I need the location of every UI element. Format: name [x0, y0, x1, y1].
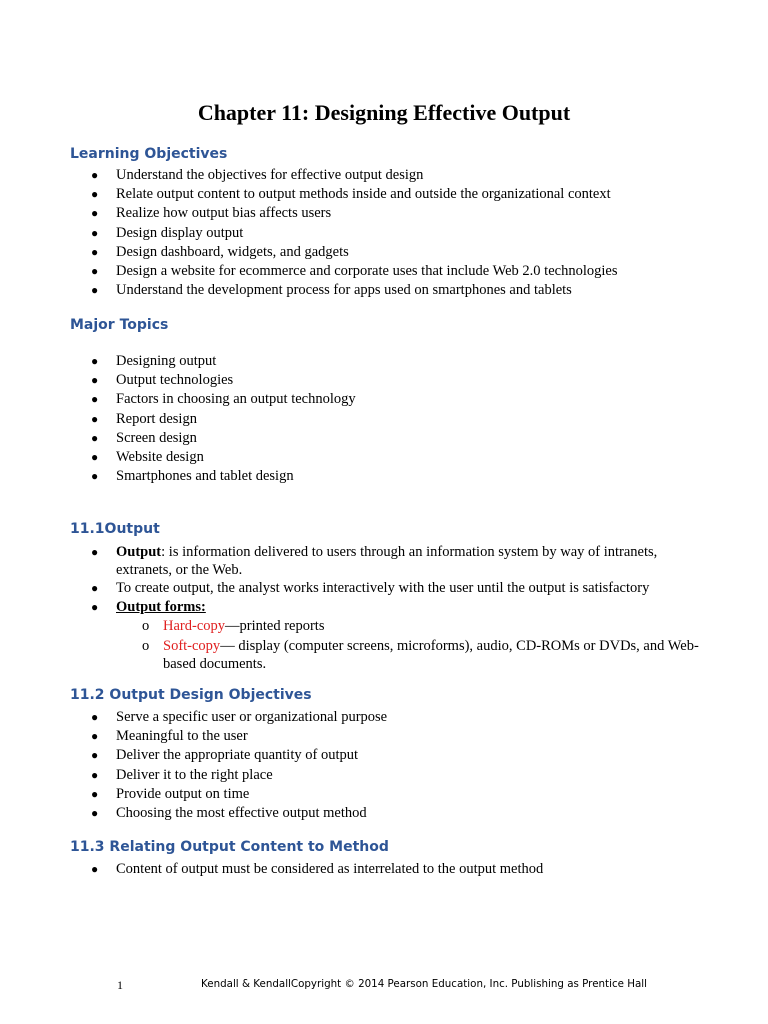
- list-item: ● Understand the development process for apps used on smartphones and tablets: [0, 281, 696, 300]
- circle-bullet-icon: o: [142, 637, 150, 654]
- section-11-2-list: [0, 708, 768, 823]
- list-item: ● Serve a specific user or organizational purpose: [0, 708, 696, 727]
- section-11-1-list: [0, 543, 768, 673]
- list-item: ● Report design: [0, 410, 696, 429]
- list-item: ● Output: is information delivered to users through an information system by way of intranets, extranets, or the Web.: [91, 544, 658, 578]
- list-item: ● Design display output: [0, 224, 696, 243]
- list-item: ● Provide output on time: [0, 785, 696, 804]
- chapter-title: Chapter 11: Designing Effective Output: [197, 100, 571, 125]
- list-item: ● Relate output content to output methods inside and outside the organizational context: [0, 185, 696, 204]
- bullet-icon: ●: [91, 225, 99, 240]
- list-item: ● To create output, the analyst works interactively with the user until the output is satisfactory: [0, 579, 696, 598]
- bullet-icon: ●: [91, 710, 99, 724]
- list-item: ● Smartphones and tablet design: [0, 467, 696, 486]
- list-item: ● Realize how output bias affects users: [0, 204, 696, 223]
- bullet-icon: ●: [91, 786, 99, 801]
- bullet-icon: ●: [91, 600, 99, 615]
- bullet-icon: ●: [91, 411, 99, 426]
- bullet-icon: ●: [91, 767, 99, 782]
- list-item: ● Design a website for ecommerce and corporate uses that include Web 2.0 technologies: [0, 262, 696, 281]
- learning-objectives-list: [0, 166, 768, 300]
- sub-list-item: o Hard-copy—printed reports: [0, 617, 703, 636]
- bullet-icon: ●: [91, 283, 99, 298]
- list-item: ● Factors in choosing an output technology: [0, 390, 696, 409]
- bullet-icon: ●: [91, 729, 99, 744]
- list-item: ● Website design: [0, 448, 696, 467]
- bullet-icon: ●: [91, 469, 99, 484]
- list-item: ● Understand the objectives for effective output design: [0, 166, 696, 185]
- list-item: ● Content of output must be considered as interrelated to the output method: [0, 860, 696, 879]
- list-item: ● Deliver the appropriate quantity of output: [0, 746, 696, 765]
- bullet-icon: ●: [91, 187, 99, 202]
- bullet-icon: ●: [91, 354, 99, 368]
- bullet-icon: ●: [91, 430, 99, 445]
- list-item: ● Screen design: [0, 429, 696, 448]
- list-item: ● Choosing the most effective output method: [0, 804, 696, 823]
- bullet-icon: ●: [91, 450, 99, 465]
- bullet-icon: ●: [91, 373, 99, 388]
- section-11-1-heading: 11.1Output: [70, 521, 160, 537]
- output-forms-sublist: [116, 617, 699, 672]
- bullet-icon: ●: [91, 748, 99, 763]
- bullet-icon: ●: [91, 545, 99, 559]
- learning-objectives-heading: Learning Objectives: [70, 146, 228, 162]
- section-11-3-list: [0, 860, 768, 879]
- bullet-icon: ●: [91, 244, 99, 259]
- bullet-icon: ●: [91, 206, 99, 221]
- bullet-icon: ●: [91, 264, 99, 279]
- list-item: ● Deliver it to the right place: [0, 766, 696, 785]
- bullet-icon: ●: [91, 581, 99, 595]
- bullet-icon: ●: [91, 806, 99, 821]
- section-11-3-heading: 11.3 Relating Output Content to Method: [70, 839, 389, 855]
- list-item: ● Design dashboard, widgets, and gadgets: [0, 243, 696, 262]
- major-topics-heading: Major Topics: [70, 317, 169, 333]
- list-item: ● Output technologies: [0, 371, 696, 390]
- copyright-footer: Kendall & KendallCopyright © 2014 Pearson Education, Inc. Publishing as Prentice Hall: [201, 978, 647, 990]
- bullet-icon: ●: [91, 392, 99, 407]
- list-item: ● Meaningful to the user: [0, 727, 696, 746]
- bullet-icon: ●: [91, 862, 99, 876]
- major-topics-list: [0, 352, 768, 486]
- section-11-2-heading: 11.2 Output Design Objectives: [70, 687, 312, 703]
- list-item: ● Output forms: o Hard-copy—printed reports o Soft-copy— display (computer screens, microforms), audio, CD-ROMs or DVDs, and Web-based documents.: [0, 598, 696, 672]
- sub-list-item: o Soft-copy— display (computer screens, microforms), audio, CD-ROMs or DVDs, and Web-based documents.: [142, 637, 699, 672]
- bullet-icon: ●: [91, 168, 99, 182]
- list-item: ● Designing output: [0, 352, 696, 371]
- page-number: 1: [117, 978, 123, 992]
- circle-bullet-icon: o: [142, 618, 150, 635]
